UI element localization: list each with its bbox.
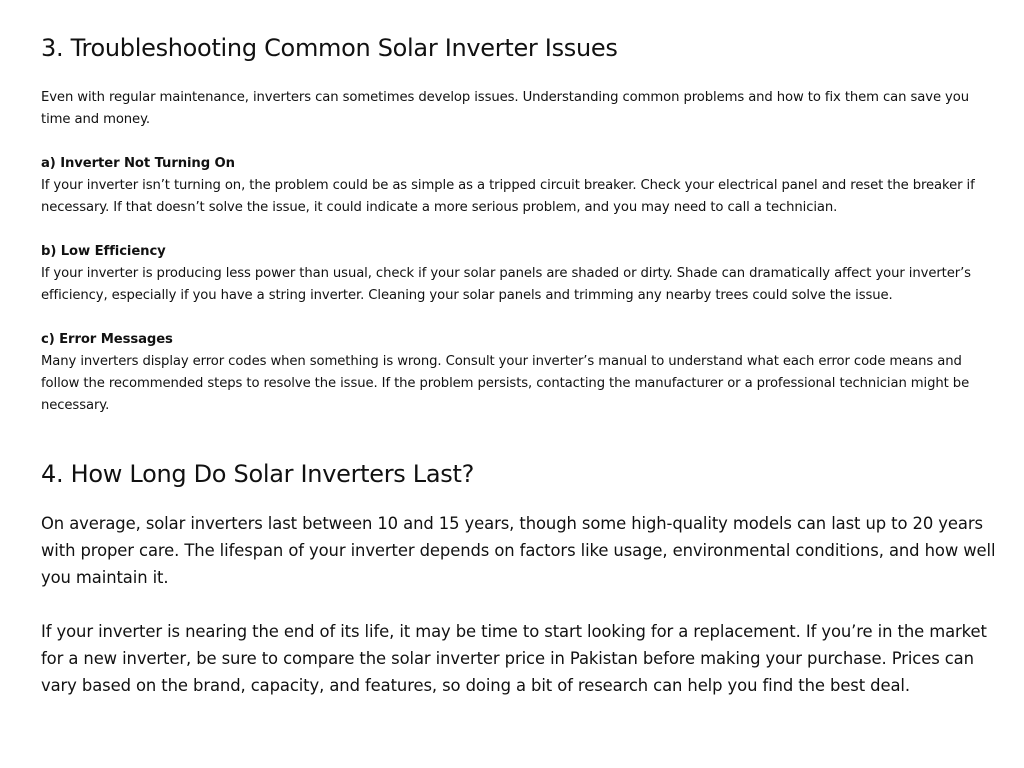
issue-title-error-messages: c) Error Messages bbox=[41, 332, 173, 347]
issue-text-low-efficiency: If your inverter is producing less power than usual, check if your solar panels are shaded or dirty. Shade can dramatically affect your inverter’s efficiency, especially if you have a string inverter. Cleaning your solar panels and trimming any nearby trees could solve the issue. bbox=[41, 266, 971, 303]
spacer bbox=[41, 131, 996, 153]
section-3-heading: 3. Troubleshooting Common Solar Inverter Issues bbox=[41, 34, 618, 62]
section-3-body bbox=[41, 87, 996, 417]
issue-title-not-turning-on: a) Inverter Not Turning On bbox=[41, 156, 235, 171]
spacer bbox=[41, 307, 996, 329]
section-3-intro: Even with regular maintenance, inverters can sometimes develop issues. Understanding common problems and how to fix them can save you time and money. bbox=[41, 90, 969, 127]
spacer bbox=[41, 219, 996, 241]
issue-title-low-efficiency: b) Low Efficiency bbox=[41, 244, 166, 259]
issue-text-error-messages: Many inverters display error codes when something is wrong. Consult your inverter’s manual to understand what each error code means and follow the recommended steps to resolve the issue. If the problem persists, contacting the manufacturer or a professional technician might be necessary. bbox=[41, 354, 970, 413]
section-4-heading: 4. How Long Do Solar Inverters Last? bbox=[41, 460, 475, 488]
issue-text-not-turning-on: If your inverter isn’t turning on, the problem could be as simple as a tripped circuit breaker. Check your electrical panel and reset the breaker if necessary. If that doesn’t solve the issue, it could indicate a more serious problem, and you may need to call a technician. bbox=[41, 178, 975, 215]
section-4-body bbox=[41, 510, 996, 699]
spacer bbox=[41, 591, 996, 618]
replacement-paragraph: If your inverter is nearing the end of its life, it may be time to start looking for a replacement. If you’re in the market for a new inverter, be sure to compare the solar inverter price in Pakistan before making your purchase. Prices can vary based on the brand, capacity, and features, so doing a bit of research can help you find the best deal. bbox=[41, 622, 987, 695]
lifespan-paragraph: On average, solar inverters last between 10 and 15 years, though some high-quality models can last up to 20 years with proper care. The lifespan of your inverter depends on factors like usage, environmental conditions, and how well you maintain it. bbox=[41, 514, 996, 587]
